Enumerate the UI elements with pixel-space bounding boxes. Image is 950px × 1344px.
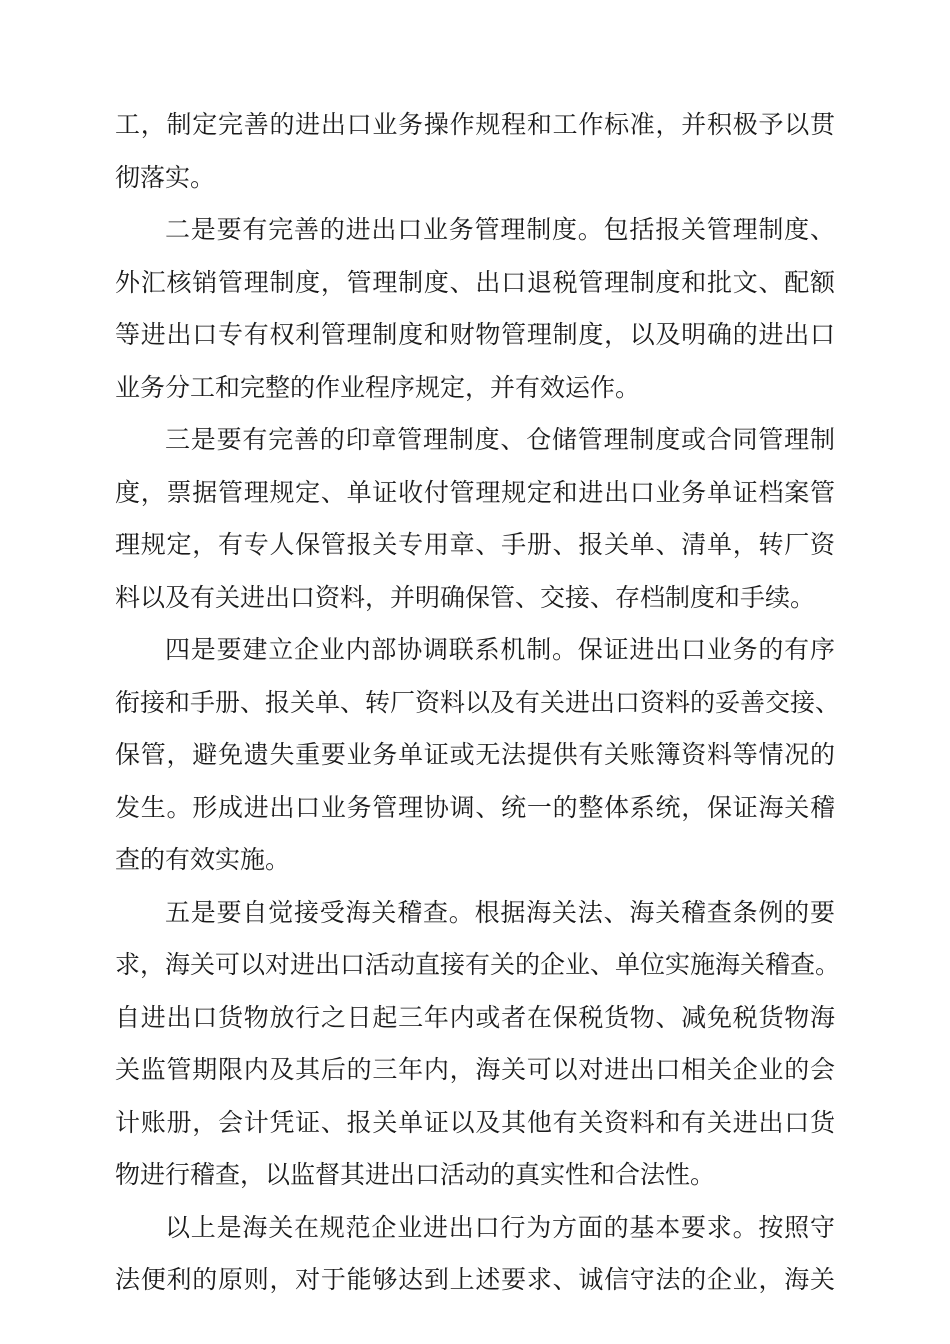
paragraph-first-line: 四是要建立企业内部协调联系机制。保证进出口业务的有序 — [165, 635, 835, 664]
text-line: 料以及有关进出口资料，并明确保管、交接、存档制度和手续。 — [115, 583, 816, 612]
text-line: 业务分工和完整的作业程序规定，并有效运作。 — [115, 373, 641, 402]
text-line: 外汇核销管理制度，管理制度、出口退税管理制度和批文、配额 — [115, 268, 835, 297]
text-line: 衔接和手册、报关单、转厂资料以及有关进出口资料的妥善交接、 — [115, 688, 841, 717]
text-line: 物进行稽查，以监督其进出口活动的真实性和合法性。 — [115, 1160, 716, 1189]
text-line: 彻落实。 — [115, 163, 216, 192]
text-line: 求，海关可以对进出口活动直接有关的企业、单位实施海关稽查。 — [115, 950, 841, 979]
text-line: 发生。形成进出口业务管理协调、统一的整体系统，保证海关稽 — [115, 793, 835, 822]
paragraph-first-line: 以上是海关在规范企业进出口行为方面的基本要求。按照守 — [165, 1213, 835, 1242]
text-line: 关监管期限内及其后的三年内，海关可以对进出口相关企业的会 — [115, 1055, 835, 1084]
paragraph-first-line: 二是要有完善的进出口业务管理制度。包括报关管理制度、 — [165, 215, 835, 244]
text-line: 理规定，有专人保管报关专用章、手册、报关单、清单，转厂资 — [115, 530, 835, 559]
text-line: 工，制定完善的进出口业务操作规程和工作标准，并积极予以贯 — [115, 110, 835, 139]
text-line: 法便利的原则，对于能够达到上述要求、诚信守法的企业，海关 — [115, 1265, 835, 1294]
text-line: 等进出口专有权利管理制度和财物管理制度，以及明确的进出口 — [115, 320, 835, 349]
text-line: 计账册，会计凭证、报关单证以及其他有关资料和有关进出口货 — [115, 1108, 835, 1137]
text-line: 查的有效实施。 — [115, 845, 291, 874]
text-line: 保管，避免遗失重要业务单证或无法提供有关账簿资料等情况的 — [115, 740, 835, 769]
text-line: 自进出口货物放行之日起三年内或者在保税货物、减免税货物海 — [115, 1003, 835, 1032]
text-line: 度，票据管理规定、单证收付管理规定和进出口业务单证档案管 — [115, 478, 835, 507]
paragraph-first-line: 三是要有完善的印章管理制度、仓储管理制度或合同管理制 — [165, 425, 835, 454]
paragraph-first-line: 五是要自觉接受海关稽查。根据海关法、海关稽查条例的要 — [165, 898, 835, 927]
